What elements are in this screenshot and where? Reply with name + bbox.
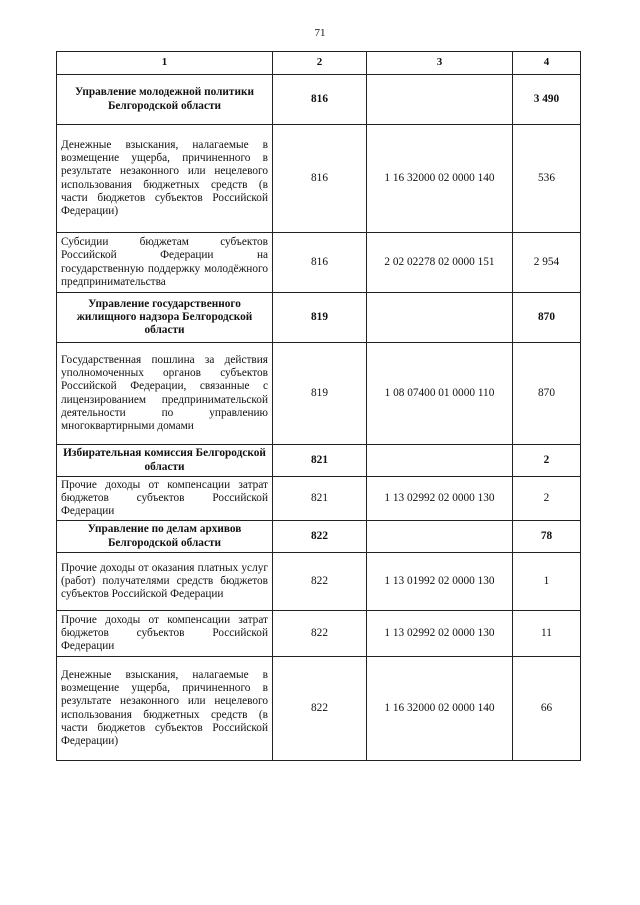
amount: 1 <box>513 553 581 611</box>
administrator-code: 822 <box>273 521 367 553</box>
budget-classification-code <box>367 293 513 343</box>
amount: 3 490 <box>513 75 581 125</box>
budget-classification-code: 1 08 07400 01 0000 110 <box>367 343 513 445</box>
revenue-row <box>57 233 581 293</box>
revenue-row <box>57 657 581 761</box>
budget-classification-code: 1 13 02992 02 0000 130 <box>367 611 513 657</box>
organization-name: Избирательная комиссия Белгородской области <box>57 445 273 477</box>
column-header-1: 1 <box>57 52 273 75</box>
administrator-code: 816 <box>273 75 367 125</box>
revenue-description: Прочие доходы от компенсации затрат бюджетов субъектов Российской Федерации <box>57 611 273 657</box>
administrator-code: 821 <box>273 477 367 521</box>
amount: 66 <box>513 657 581 761</box>
revenue-description: Прочие доходы от оказания платных услуг (работ) получателями средств бюджетов субъектов Российской Федерации <box>57 553 273 611</box>
page-number: 71 <box>314 27 326 39</box>
amount: 536 <box>513 125 581 233</box>
administrator-code: 822 <box>273 657 367 761</box>
column-header-4: 4 <box>513 52 581 75</box>
amount: 870 <box>513 343 581 445</box>
administrator-code: 822 <box>273 553 367 611</box>
budget-classification-code: 1 16 32000 02 0000 140 <box>367 657 513 761</box>
administrator-code: 822 <box>273 611 367 657</box>
revenue-row <box>57 125 581 233</box>
amount: 78 <box>513 521 581 553</box>
revenue-description: Прочие доходы от компенсации затрат бюджетов субъектов Российской Федерации <box>57 477 273 521</box>
budget-classification-code <box>367 521 513 553</box>
amount: 2 <box>513 445 581 477</box>
administrator-code: 816 <box>273 233 367 293</box>
organization-name: Управление по делам архивов Белгородской области <box>57 521 273 553</box>
revenue-description: Денежные взыскания, налагаемые в возмещение ущерба, причиненного в результате незаконного или нецелевого использования бюджетных средств (в части бюджетов субъектов Российской Федерации) <box>57 657 273 761</box>
column-number-row <box>57 52 581 75</box>
budget-classification-code <box>367 445 513 477</box>
administrator-code: 819 <box>273 293 367 343</box>
revenue-table <box>56 51 581 761</box>
budget-classification-code <box>367 75 513 125</box>
budget-classification-code: 1 13 01992 02 0000 130 <box>367 553 513 611</box>
amount: 11 <box>513 611 581 657</box>
budget-classification-code: 1 16 32000 02 0000 140 <box>367 125 513 233</box>
budget-classification-code: 2 02 02278 02 0000 151 <box>367 233 513 293</box>
revenue-row <box>57 477 581 521</box>
budget-classification-code: 1 13 02992 02 0000 130 <box>367 477 513 521</box>
column-header-3: 3 <box>367 52 513 75</box>
organization-name: Управление государственного жилищного надзора Белгородской области <box>57 293 273 343</box>
organization-row <box>57 293 581 343</box>
revenue-description: Государственная пошлина за действия уполномоченных органов субъектов Российской Федерации, связанные с лицензированием предпринимательской деятельности по управлению многоквартирными домами <box>57 343 273 445</box>
table-body <box>57 75 581 761</box>
amount: 870 <box>513 293 581 343</box>
administrator-code: 819 <box>273 343 367 445</box>
organization-row <box>57 521 581 553</box>
organization-row <box>57 445 581 477</box>
revenue-row <box>57 553 581 611</box>
revenue-description: Субсидии бюджетам субъектов Российской Федерации на государственную поддержку молодёжного предпринимательства <box>57 233 273 293</box>
revenue-row <box>57 343 581 445</box>
administrator-code: 821 <box>273 445 367 477</box>
revenue-description: Денежные взыскания, налагаемые в возмещение ущерба, причиненного в результате незаконного или нецелевого использования бюджетных средств (в части бюджетов субъектов Российской Федерации) <box>57 125 273 233</box>
organization-name: Управление молодежной политики Белгородской области <box>57 75 273 125</box>
amount: 2 954 <box>513 233 581 293</box>
organization-row <box>57 75 581 125</box>
revenue-row <box>57 611 581 657</box>
column-header-2: 2 <box>273 52 367 75</box>
amount: 2 <box>513 477 581 521</box>
administrator-code: 816 <box>273 125 367 233</box>
